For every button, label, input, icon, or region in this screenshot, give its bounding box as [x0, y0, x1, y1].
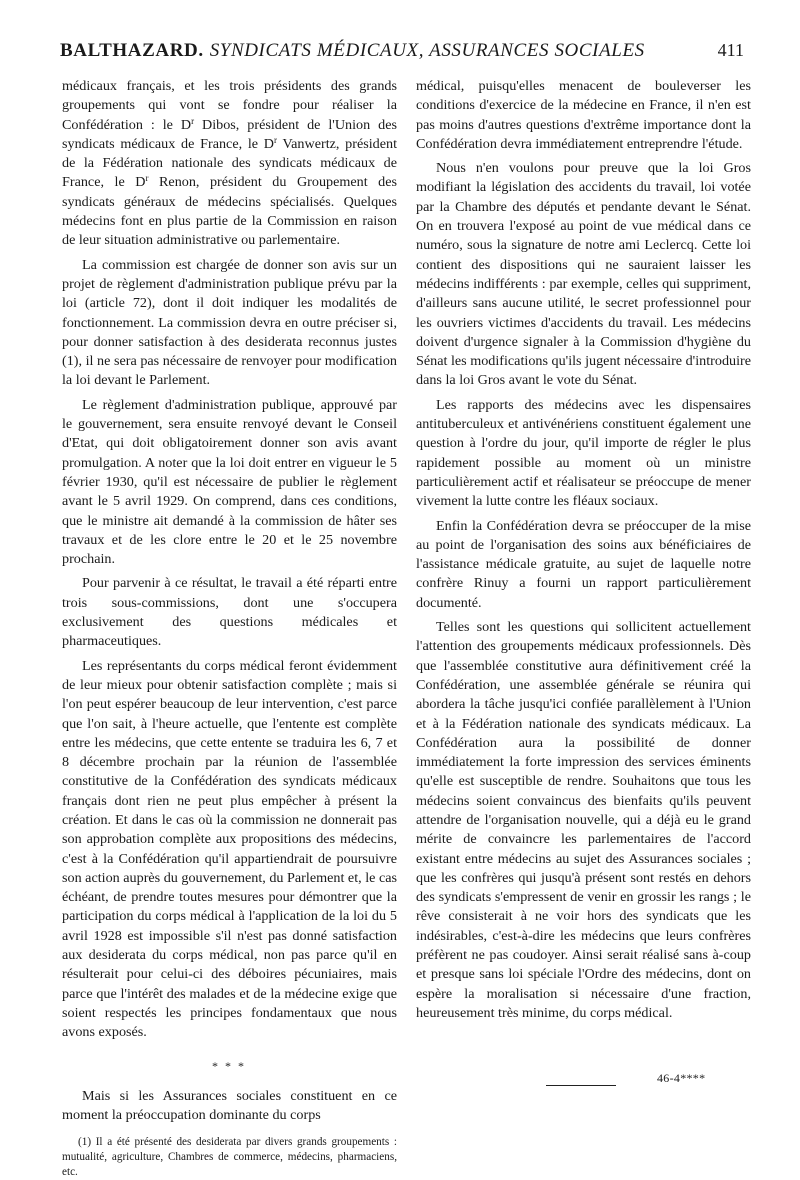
text-run: médicaux français, et les trois présidents des grands groupements qui vont se fondre pour réaliser la Confédération : le D	[62, 78, 397, 133]
signature-mark: 46-4****	[657, 1071, 706, 1085]
page-number: 411	[717, 40, 744, 60]
header-author: BALTHAZARD.	[60, 40, 204, 61]
paragraph: médical, puisqu'elles menacent de bouleverser les conditions d'exercice de la médecine en France, il n'en est pas moins d'autres questions d'extrême importance dont la Confédération devra immédiatement entreprendre l'étude.	[416, 78, 751, 152]
paragraph: Enfin la Confédération devra se préoccuper de la mise au point de l'organisation des soins aux bénéficiaires de l'assistance médicale gratuite, au sujet de laquelle notre confrère Rinuy a fourni un rapport particulièrement documenté.	[416, 517, 751, 611]
paragraph: Les représentants du corps médical feront évidemment de leur mieux pour obtenir satisfaction complète ; mais si l'on peut espérer beaucoup de leur intervention, c'est parce que l'on sait, à l'heure actuelle, que l'entente est complète entre les médecins, que cette entente se traduira les 6, 7 et 8 décembre prochain par la réunion de l'assemblée constitutive de la Confédération des syndicats médicaux français dont rien ne peut plus empêcher à présent la création. Et dans le cas où la commission ne donnerait pas son approbation complète aux propositions des médecins, c'est à la Confédération qu'il appartiendrait de poursuivre son action auprès du gouvernement, du Parlement et, le cas échéant, de prendre toutes mesures pour démontrer que la participation du corps médical à l'application de la loi du 5 avril 1928 est impossible s'il n'est pas donné satisfaction aux desiderata du corps médical, non pas parce qu'il en résulterait pour celui-ci des déboires pécuniaires, mais parce que l'intérêt des malades et de la médecine exige que soient respectés les principes fondamentaux que nous avons exposés.	[62, 657, 397, 1041]
paragraph	[62, 77, 397, 251]
footnote: (1) Il a été présenté des desiderata par divers grands groupements : mutualité, agriculture, Chambres de commerce, médecins, pharmaciens, etc.	[62, 1136, 397, 1179]
paragraph: La commission est chargée de donner son avis sur un projet de règlement d'administration publique prévu par la loi (article 72), dont il doit indiquer les modalités de fonctionnement. La commission devra en outre préciser si, pour donner satisfaction à des desiderata reconnus justes (1), il ne sera pas nécessaire de renvoyer pour modification la loi devant le Parlement.	[62, 256, 397, 389]
header-title: SYNDICATS MÉDICAUX, ASSURANCES SOCIALES	[209, 40, 645, 61]
paragraph: Telles sont les questions qui sollicitent actuellement l'attention des groupements médicaux professionnels. Dès que l'assemblée constitutive aura définitivement créé la Confédération, une assemblée générale se réunira qui abordera la tâche jusqu'ici confiée parallèlement à l'Union et à la Fédération nationale des syndicats médicaux. La Confédération aura la possibilité de donner immédiatement la forte impression des services éminents qu'elle est susceptible de rendre. Souhaitons que tous les médecins soient convaincus des bienfaits qu'ils peuvent attendre de l'organisation nouvelle, qui a déjà eu le grand mérite de convaincre les parlementaires de l'accord existant entre médecins au sujet des Assurances sociales ; que les confrères qui jusqu'à présent sont restés en dehors des syndicats s'empressent de venir en grossir les rangs ; le rêve consisterait à ne voir hors des syndicats que les indésirables, c'est-à-dire les médecins que leurs confrères préfèrent ne pas coudoyer. Ainsi serait réalisé sans à-coup et presque sans loi spéciale l'Ordre des médecins, dont on espère la moralisation si nécessaire d'une fraction, heureusement très minime, du corps médical.	[416, 619, 751, 1021]
running-header	[60, 40, 744, 62]
paragraph: Les rapports des médecins avec les dispensaires antituberculeux et antivénériens constituent également une question à l'ordre du jour, qu'il importe de régler le plus rapidement possible au moment où un ministre particulièrement actif et réalisateur se préoccupe de mener vivement la lutte contre les fléaux sociaux.	[416, 396, 751, 510]
left-column	[62, 77, 397, 1180]
paragraph: Nous n'en voulons pour preuve que la loi Gros modifiant la législation des accidents du travail, loi votée par la Chambre des députés et pendante devant le Sénat. On en trouvera l'exposé au point de vue médical dans ce numéro, sous la signature de notre ami Leclercq. Cette loi contient des dispositions qui ne sauraient laisser les médecins indifférents : par exemple, celles qui suppriment, d'ailleurs sans aucune utilité, le secret professionnel pour les ouvriers victimes d'accidents du travail. Les médecins doivent d'urgence signaler à la Commission d'hygiène du Sénat les modifications qu'ils jugent nécessaire d'introduire dans la loi Gros avant le vote du Sénat.	[416, 160, 751, 389]
paragraph: Le règlement d'administration publique, approuvé par le gouvernement, sera ensuite renvoyé devant le Conseil d'Etat, qui doit obligatoirement donner son avis avant promulgation. A noter que la loi doit entrer en vigueur le 5 février 1930, qu'il est nécessaire de publier le règlement avant le 5 avril 1929. On comprend, dans ces conditions, que le ministre ait demandé à la commission de hâter ses travaux et de les clore entre le 20 et le 25 novembre prochain.	[62, 396, 397, 568]
paragraph: Pour parvenir à ce résultat, le travail a été réparti entre trois sous-commissions, dont une s'occupera exclusivement des questions médicales et pharmaceutiques.	[62, 575, 397, 650]
paragraph: Mais si les Assurances sociales constituent en ce moment la préoccupation dominante du corps	[62, 1087, 397, 1123]
text-run: Vanwertz, président de la Fédération nationale des syndicats médicaux de France, le D	[62, 135, 397, 191]
text-run: Renon, président du Groupement des syndicats généraux de médecins spécialisés. Quelques médecins font en plus partie de la Commission en raison de leur situation administrative ou parlementaire.	[62, 174, 398, 249]
text-run: Dibos, président de l'Union des syndicats médicaux de France, le D	[62, 116, 397, 152]
right-column	[416, 77, 751, 1086]
end-rule	[546, 1085, 616, 1086]
section-asterism	[62, 1053, 397, 1083]
superscript: r	[191, 115, 195, 126]
asterism-glyphs: * * *	[212, 1058, 246, 1073]
superscript: r	[145, 173, 149, 184]
superscript: r	[274, 134, 278, 145]
